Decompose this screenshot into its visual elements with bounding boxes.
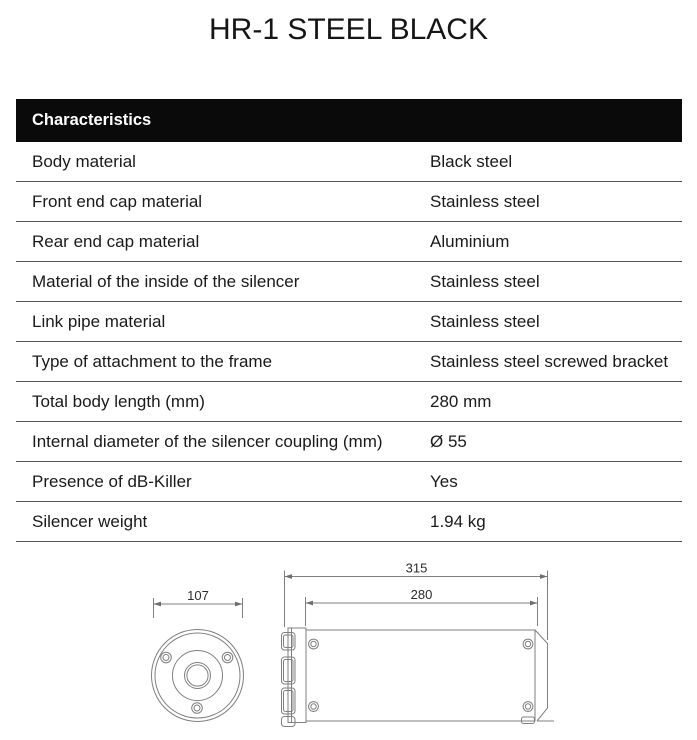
table-row: [16, 502, 682, 542]
front-view-drawing: [152, 588, 244, 722]
side-view-drawing: [282, 561, 555, 727]
table-row: [16, 382, 682, 422]
total-length-dim-label: 315: [405, 560, 428, 576]
table-row: [16, 462, 682, 502]
row-value: Yes: [430, 471, 458, 491]
body-length-dimension: [306, 587, 538, 626]
silencer-drawing: [0, 557, 697, 740]
row-label: Material of the inside of the silencer: [32, 271, 300, 291]
row-label: Rear end cap material: [32, 231, 200, 251]
table-row: [16, 182, 682, 222]
technical-drawing: [0, 557, 697, 740]
row-label: Silencer weight: [32, 511, 148, 531]
page-title: HR-1 STEEL BLACK: [209, 13, 488, 46]
row-value: Black steel: [430, 151, 513, 171]
row-value: Aluminium: [430, 231, 510, 251]
table-row: [16, 422, 682, 462]
row-value: Stainless steel: [430, 311, 540, 331]
row-label: Presence of dB-Killer: [32, 471, 192, 491]
table-body: [16, 142, 682, 542]
table-row: [16, 142, 682, 182]
characteristics-table: [16, 99, 682, 542]
row-label: Link pipe material: [32, 311, 166, 331]
front-width-dimension: [154, 588, 243, 618]
table-row: [16, 262, 682, 302]
table-row: [16, 342, 682, 382]
row-label: Body material: [32, 151, 136, 171]
front-width-dim-label: 107: [187, 588, 209, 603]
row-label: Internal diameter of the silencer coupling (mm): [32, 431, 383, 451]
body-length-dim-label: 280: [410, 587, 433, 602]
table-header-label: Characteristics: [32, 111, 152, 129]
table-row: [16, 222, 682, 262]
table-header: [16, 99, 682, 142]
row-value: Stainless steel: [430, 271, 540, 291]
row-value: Ø 55: [430, 431, 467, 451]
row-label: Front end cap material: [32, 191, 203, 211]
table-row: [16, 302, 682, 342]
row-label: Type of attachment to the frame: [32, 351, 273, 371]
row-value: Stainless steel screwed bracket: [430, 351, 669, 371]
row-label: Total body length (mm): [32, 391, 205, 411]
row-value: 1.94 kg: [430, 511, 486, 531]
row-value: Stainless steel: [430, 191, 540, 211]
row-value: 280 mm: [430, 391, 492, 411]
